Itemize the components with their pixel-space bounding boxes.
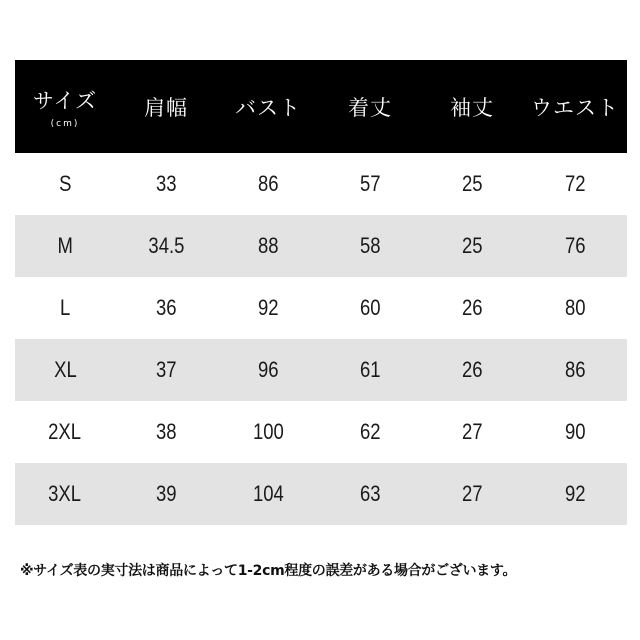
header-size-unit: (cm): [50, 118, 80, 129]
row-size-cell: [15, 153, 115, 215]
row-size-label: XL: [53, 357, 77, 382]
shoulder-value: 36: [155, 295, 177, 320]
value-cell: [319, 463, 421, 525]
header-shoulder: 肩幅: [115, 60, 217, 153]
header-size: [15, 60, 115, 153]
sleeve-value: 26: [461, 295, 483, 320]
row-size-cell: [15, 401, 115, 463]
value-cell: [421, 463, 523, 525]
value-cell: [523, 277, 627, 339]
header-size-label: サイズ: [32, 88, 98, 113]
sleeve-value: 27: [461, 419, 483, 444]
row-size-cell: [15, 339, 115, 401]
row-size-cell: [15, 463, 115, 525]
row-size-label: S: [58, 171, 72, 196]
value-cell: [115, 401, 217, 463]
waist-value: 86: [564, 357, 586, 382]
value-cell: [421, 153, 523, 215]
waist-value: 80: [564, 295, 586, 320]
waist-value: 76: [564, 233, 586, 258]
value-cell: [217, 463, 319, 525]
header-row: [15, 60, 627, 153]
bust-value: 96: [257, 357, 279, 382]
value-cell: [115, 277, 217, 339]
value-cell: [217, 277, 319, 339]
row-size-cell: [15, 215, 115, 277]
shoulder-value: 34.5: [148, 233, 184, 258]
value-cell: [319, 153, 421, 215]
bust-value: 100: [252, 419, 284, 444]
bust-value: 86: [257, 171, 279, 196]
length-value: 61: [359, 357, 381, 382]
table-row: [15, 463, 627, 525]
table-row: [15, 339, 627, 401]
value-cell: [523, 215, 627, 277]
sleeve-value: 25: [461, 171, 483, 196]
value-cell: [115, 463, 217, 525]
length-value: 57: [359, 171, 381, 196]
bust-value: 92: [257, 295, 279, 320]
measurement-note: ※サイズ表の実寸法は商品によって1-2cm程度の誤差がある場合がございます。: [20, 563, 517, 579]
shoulder-value: 33: [155, 171, 177, 196]
value-cell: [421, 277, 523, 339]
header-bust: バスト: [217, 60, 319, 153]
value-cell: [217, 339, 319, 401]
header-sleeve: 袖丈: [421, 60, 523, 153]
header-length: 着丈: [319, 60, 421, 153]
header-waist: ウエスト: [523, 60, 627, 153]
sleeve-value: 27: [461, 481, 483, 506]
length-value: 58: [359, 233, 381, 258]
sleeve-value: 25: [461, 233, 483, 258]
table-row: [15, 401, 627, 463]
shoulder-value: 37: [155, 357, 177, 382]
row-size-label: 3XL: [48, 481, 82, 506]
value-cell: [523, 153, 627, 215]
value-cell: [319, 215, 421, 277]
bust-value: 88: [257, 233, 279, 258]
table-row: [15, 277, 627, 339]
row-size-label: M: [57, 233, 73, 258]
waist-value: 92: [564, 481, 586, 506]
length-value: 60: [359, 295, 381, 320]
value-cell: [217, 401, 319, 463]
table-row: [15, 153, 627, 215]
value-cell: [421, 339, 523, 401]
value-cell: [217, 215, 319, 277]
value-cell: [421, 215, 523, 277]
row-size-label: L: [59, 295, 71, 320]
value-cell: [115, 215, 217, 277]
row-size-label: 2XL: [48, 419, 82, 444]
waist-value: 90: [564, 419, 586, 444]
value-cell: [523, 401, 627, 463]
value-cell: [217, 153, 319, 215]
value-cell: [523, 463, 627, 525]
shoulder-value: 38: [155, 419, 177, 444]
bust-value: 104: [252, 481, 284, 506]
value-cell: [115, 153, 217, 215]
value-cell: [523, 339, 627, 401]
shoulder-value: 39: [155, 481, 177, 506]
length-value: 62: [359, 419, 381, 444]
sleeve-value: 26: [461, 357, 483, 382]
row-size-cell: [15, 277, 115, 339]
value-cell: [319, 401, 421, 463]
value-cell: [319, 339, 421, 401]
size-chart-table: [15, 60, 627, 525]
value-cell: [319, 277, 421, 339]
table-row: [15, 215, 627, 277]
waist-value: 72: [564, 171, 586, 196]
value-cell: [421, 401, 523, 463]
length-value: 63: [359, 481, 381, 506]
value-cell: [115, 339, 217, 401]
